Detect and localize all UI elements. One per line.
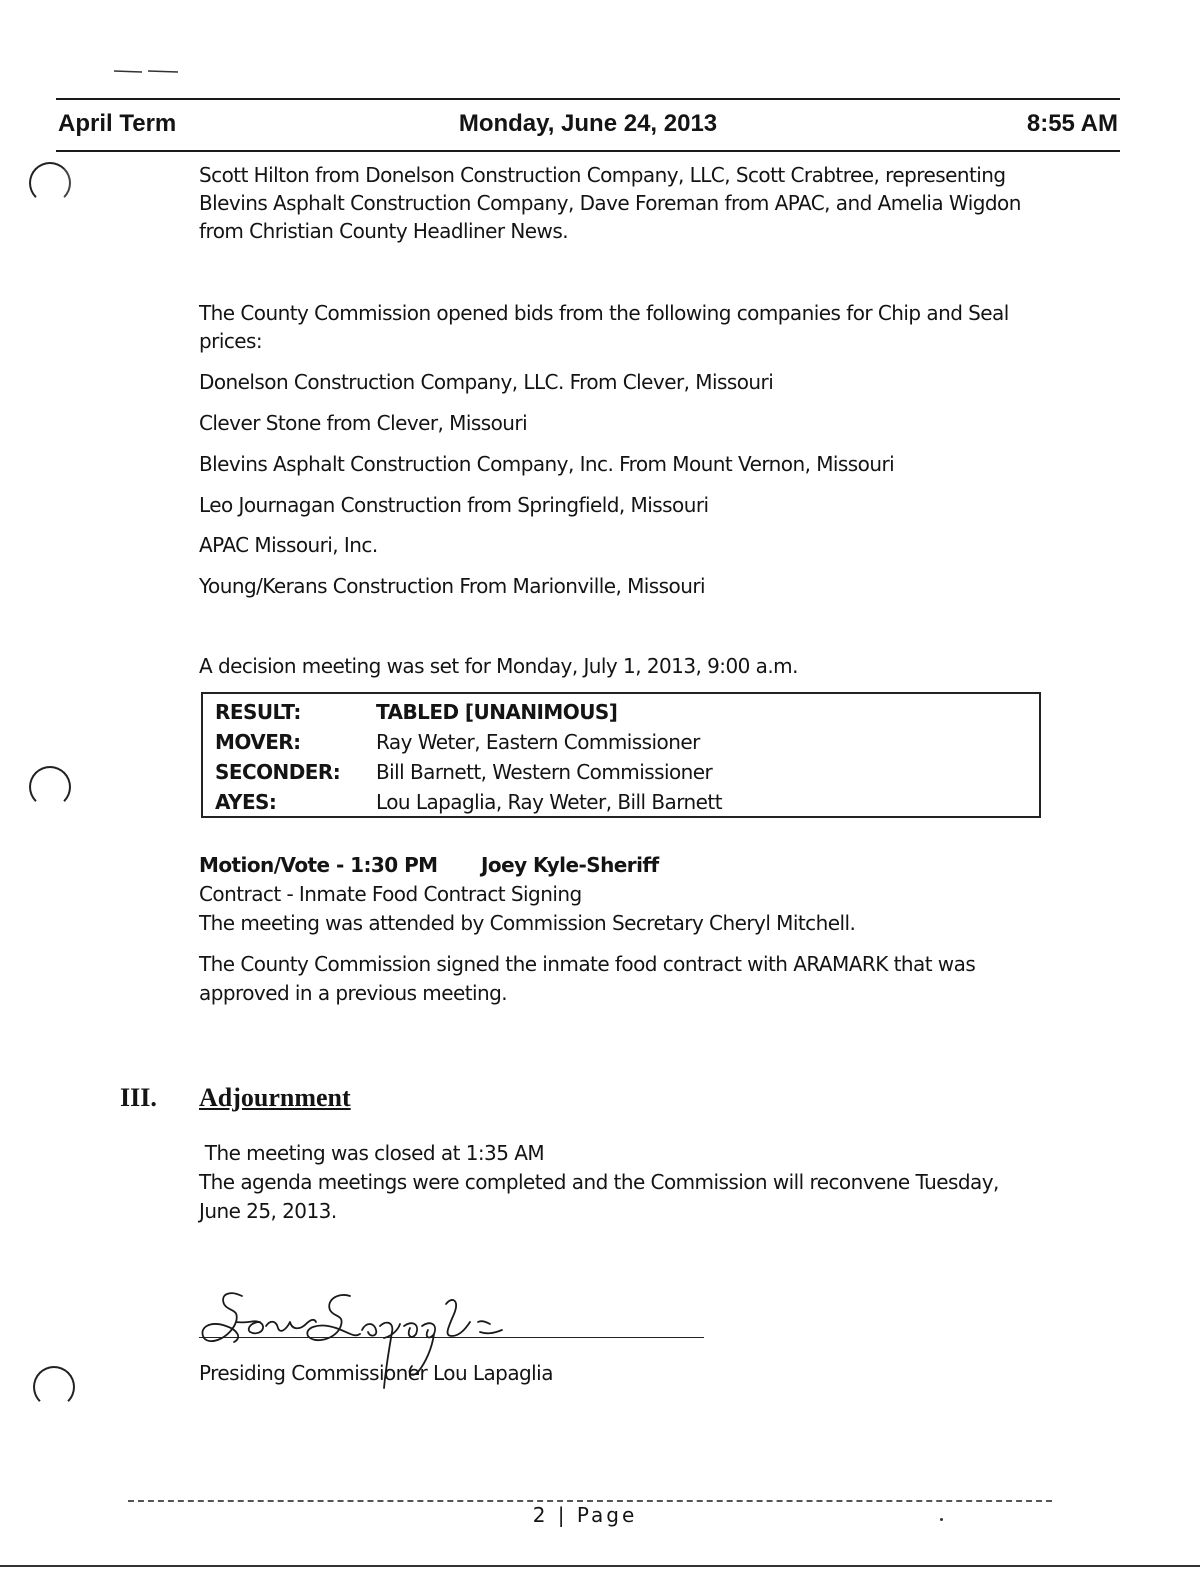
motion-heading: Motion/Vote - 1:30 PM — [199, 853, 438, 877]
attendees-line: Blevins Asphalt Construction Company, Dave Foreman from APAC, and Amelia Wigdon — [199, 191, 1021, 215]
page-header — [56, 98, 1120, 152]
vote-value: Lou Lapaglia, Ray Weter, Bill Barnett — [376, 790, 722, 814]
motion-contract: Contract - Inmate Food Contract Signing — [199, 882, 582, 906]
term-label: April Term — [58, 110, 177, 137]
vote-label: MOVER: — [215, 730, 301, 754]
decision-meeting-note: A decision meeting was set for Monday, July 1, 2013, 9:00 a.m. — [199, 654, 798, 678]
section-title: Adjournment — [199, 1083, 351, 1112]
attendees-line: from Christian County Headliner News. — [199, 219, 569, 243]
attendees-line: Scott Hilton from Donelson Construction Company, LLC, Scott Crabtree, representing — [199, 163, 1006, 187]
company-item: APAC Missouri, Inc. — [199, 533, 378, 557]
footer-rule — [128, 1500, 1052, 1502]
scan-mark — [112, 66, 182, 76]
punch-hole-icon — [33, 1366, 75, 1408]
company-item: Clever Stone from Clever, Missouri — [199, 411, 528, 435]
vote-label: RESULT: — [215, 700, 301, 724]
reconvene-line: June 25, 2013. — [199, 1199, 337, 1223]
meeting-time: 8:55 AM — [1026, 110, 1118, 137]
motion-result-line: approved in a previous meeting. — [199, 981, 508, 1005]
section-number: III. — [120, 1083, 157, 1112]
company-item: Young/Kerans Construction From Marionville, Missouri — [199, 574, 706, 598]
motion-person: Joey Kyle-Sheriff — [481, 853, 659, 877]
bids-intro-line: prices: — [199, 329, 263, 353]
punch-hole-icon — [29, 162, 71, 204]
vote-label: AYES: — [215, 790, 277, 814]
signature-caption: Presiding Commissioner Lou Lapaglia — [199, 1361, 553, 1385]
meeting-date: Monday, June 24, 2013 — [458, 110, 718, 137]
closing-note: The meeting was closed at 1:35 AM — [199, 1141, 545, 1165]
vote-label: SECONDER: — [215, 760, 341, 784]
punch-hole-icon — [29, 766, 71, 808]
company-item: Leo Journagan Construction from Springfield, Missouri — [199, 493, 709, 517]
page-number: 2 | Page — [532, 1503, 638, 1527]
company-item: Blevins Asphalt Construction Company, Inc. From Mount Vernon, Missouri — [199, 452, 895, 476]
scan-speck — [940, 1518, 943, 1521]
bids-intro-line: The County Commission opened bids from the following companies for Chip and Seal — [199, 301, 1009, 325]
vote-value: Ray Weter, Eastern Commissioner — [376, 730, 700, 754]
vote-value: TABLED [UNANIMOUS] — [376, 700, 618, 724]
vote-result-table — [201, 692, 1041, 818]
motion-attendance: The meeting was attended by Commission Secretary Cheryl Mitchell. — [199, 911, 856, 935]
handwritten-signature — [190, 1278, 550, 1408]
reconvene-line: The agenda meetings were completed and the Commission will reconvene Tuesday, — [199, 1170, 999, 1194]
vote-value: Bill Barnett, Western Commissioner — [376, 760, 713, 784]
bottom-edge-rule — [0, 1565, 1200, 1567]
motion-result-line: The County Commission signed the inmate food contract with ARAMARK that was — [199, 952, 976, 976]
company-item: Donelson Construction Company, LLC. From Clever, Missouri — [199, 370, 774, 394]
